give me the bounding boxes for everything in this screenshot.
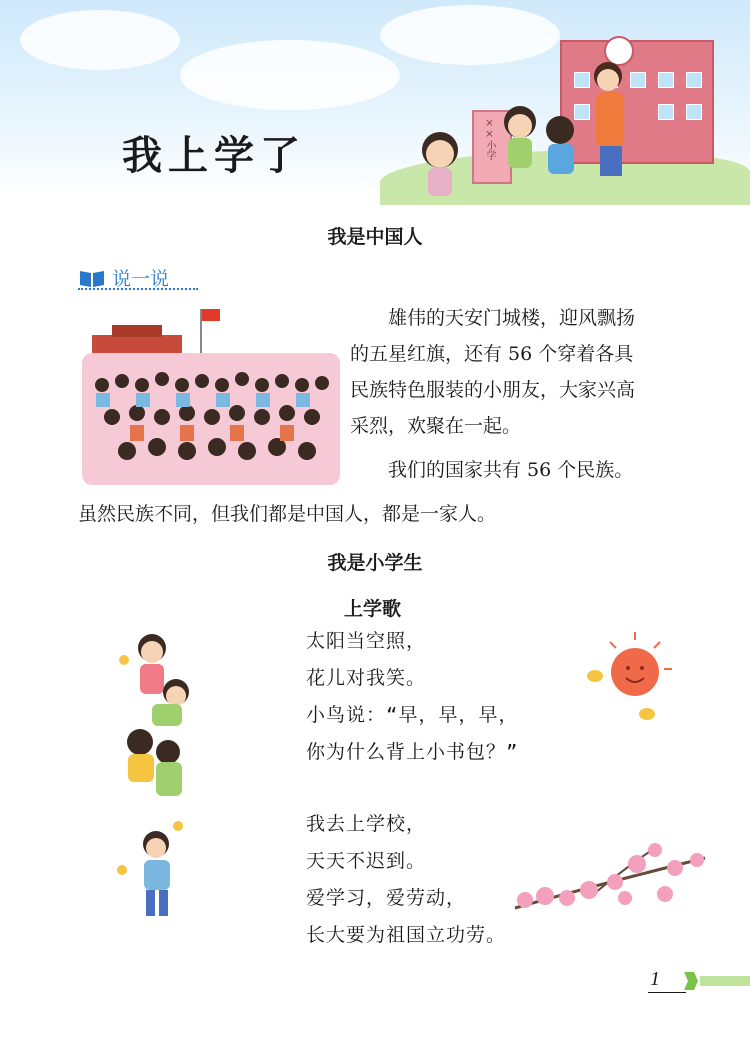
poem-line: 太阳当空照， [306, 630, 427, 652]
gate-sign: ××小学 [484, 118, 495, 160]
poem-line: 我去上学校， [306, 813, 427, 835]
poem-stanza-2 [306, 806, 506, 954]
header-illustration [0, 0, 750, 200]
poem-line: 天天不迟到。 [306, 850, 427, 872]
book-icon [78, 268, 106, 288]
paragraph-1-line: 雄伟的天安门城楼，迎风飘扬 [388, 307, 636, 329]
paragraph-2-line: 虽然民族不同，但我们都是中国人，都是一家人。 [78, 503, 497, 525]
lesson-title: 我上学了 [122, 132, 306, 179]
paragraph-1-line: 的五星红旗，还有 56 个穿着各具 [350, 343, 634, 365]
cloud [380, 5, 560, 65]
sun-illustration [596, 630, 674, 708]
page-number: 1 [650, 968, 660, 990]
poem-line: 你为什么背上小书包？” [306, 741, 519, 763]
tiananmen-children-illustration [82, 305, 340, 485]
poem-stanza-1 [306, 623, 518, 771]
activity-label [78, 264, 169, 291]
paragraph-1-line: 采烈，欢聚在一起。 [350, 415, 522, 437]
paragraph-1-line: 民族特色服装的小朋友，大家兴高 [350, 379, 636, 401]
section-title-student: 我是小学生 [327, 552, 423, 574]
poem-title: 上学歌 [344, 598, 402, 620]
paragraph-2-line: 我们的国家共有 56 个民族。 [388, 459, 634, 481]
page-tab-decoration [684, 970, 750, 992]
activity-label-text: 说一说 [112, 268, 170, 290]
paragraph-1 [350, 300, 635, 444]
children-and-teacher-illustration [410, 60, 670, 200]
children-illustration [112, 626, 202, 926]
poem-line: 长大要为祖国立功劳。 [306, 924, 507, 946]
cloud [180, 40, 400, 110]
section-title-chinese: 我是中国人 [327, 226, 423, 248]
page-number-underline [648, 992, 686, 993]
poem-line: 爱学习，爱劳动， [306, 887, 467, 909]
cloud [20, 10, 180, 70]
bird-icon [636, 704, 658, 722]
activity-underline [78, 288, 198, 290]
poem-line: 花儿对我笑。 [306, 667, 427, 689]
bird-icon [584, 666, 606, 684]
poem-line: 小鸟说：“早，早，早， [306, 704, 519, 726]
blossom-branch-illustration [505, 838, 715, 918]
